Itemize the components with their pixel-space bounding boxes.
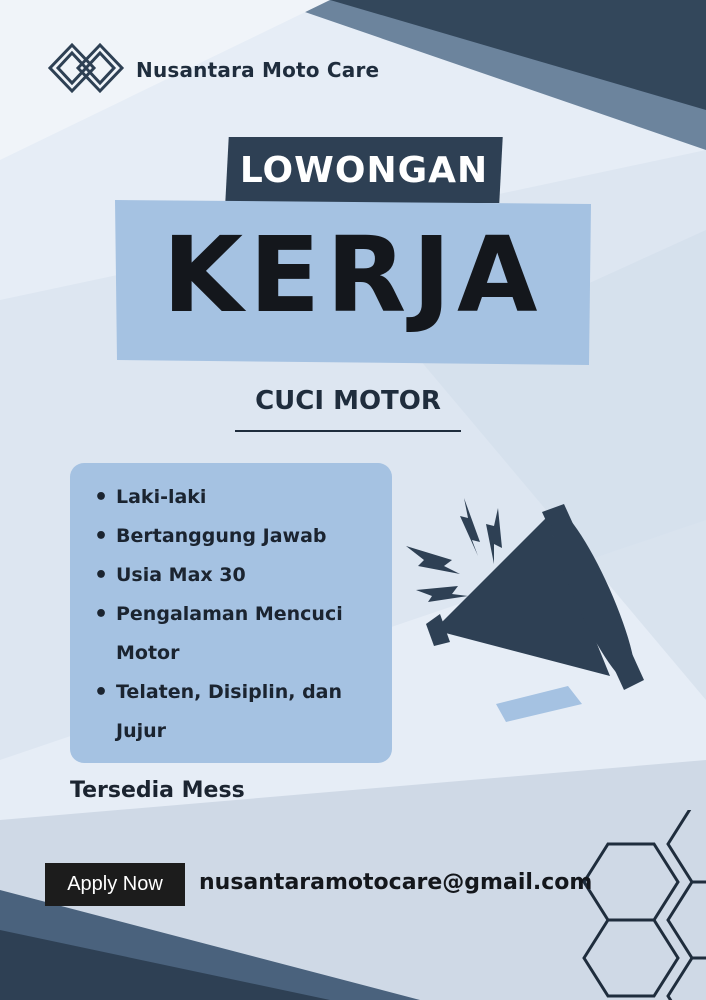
hexagon-pattern [570,810,706,1000]
headline-line1: LOWONGAN [239,149,489,191]
brand-name: Nusantara Moto Care [136,58,380,82]
requirement-item: • Pengalaman Mencuci Motor [92,595,382,673]
requirement-item: • Bertanggung Jawab [92,517,382,556]
perk-text: Tersedia Mess [70,778,245,803]
requirement-item: • Usia Max 30 [92,556,382,595]
contact-email[interactable]: nusantaramotocare@gmail.com [199,870,593,895]
interlocked-diamond-logo-icon [48,42,126,98]
requirements-list [92,478,382,751]
job-position: CUCI MOTOR [255,386,441,416]
brand [48,42,379,98]
position-underline [235,430,461,432]
requirement-item: • Telaten, Disiplin, dan Jujur [92,673,382,751]
megaphone-icon [398,490,648,730]
apply-now-button[interactable]: Apply Now [45,863,185,906]
headline-line2: KERJA [162,214,544,336]
requirement-item: • Laki-laki [92,478,382,517]
